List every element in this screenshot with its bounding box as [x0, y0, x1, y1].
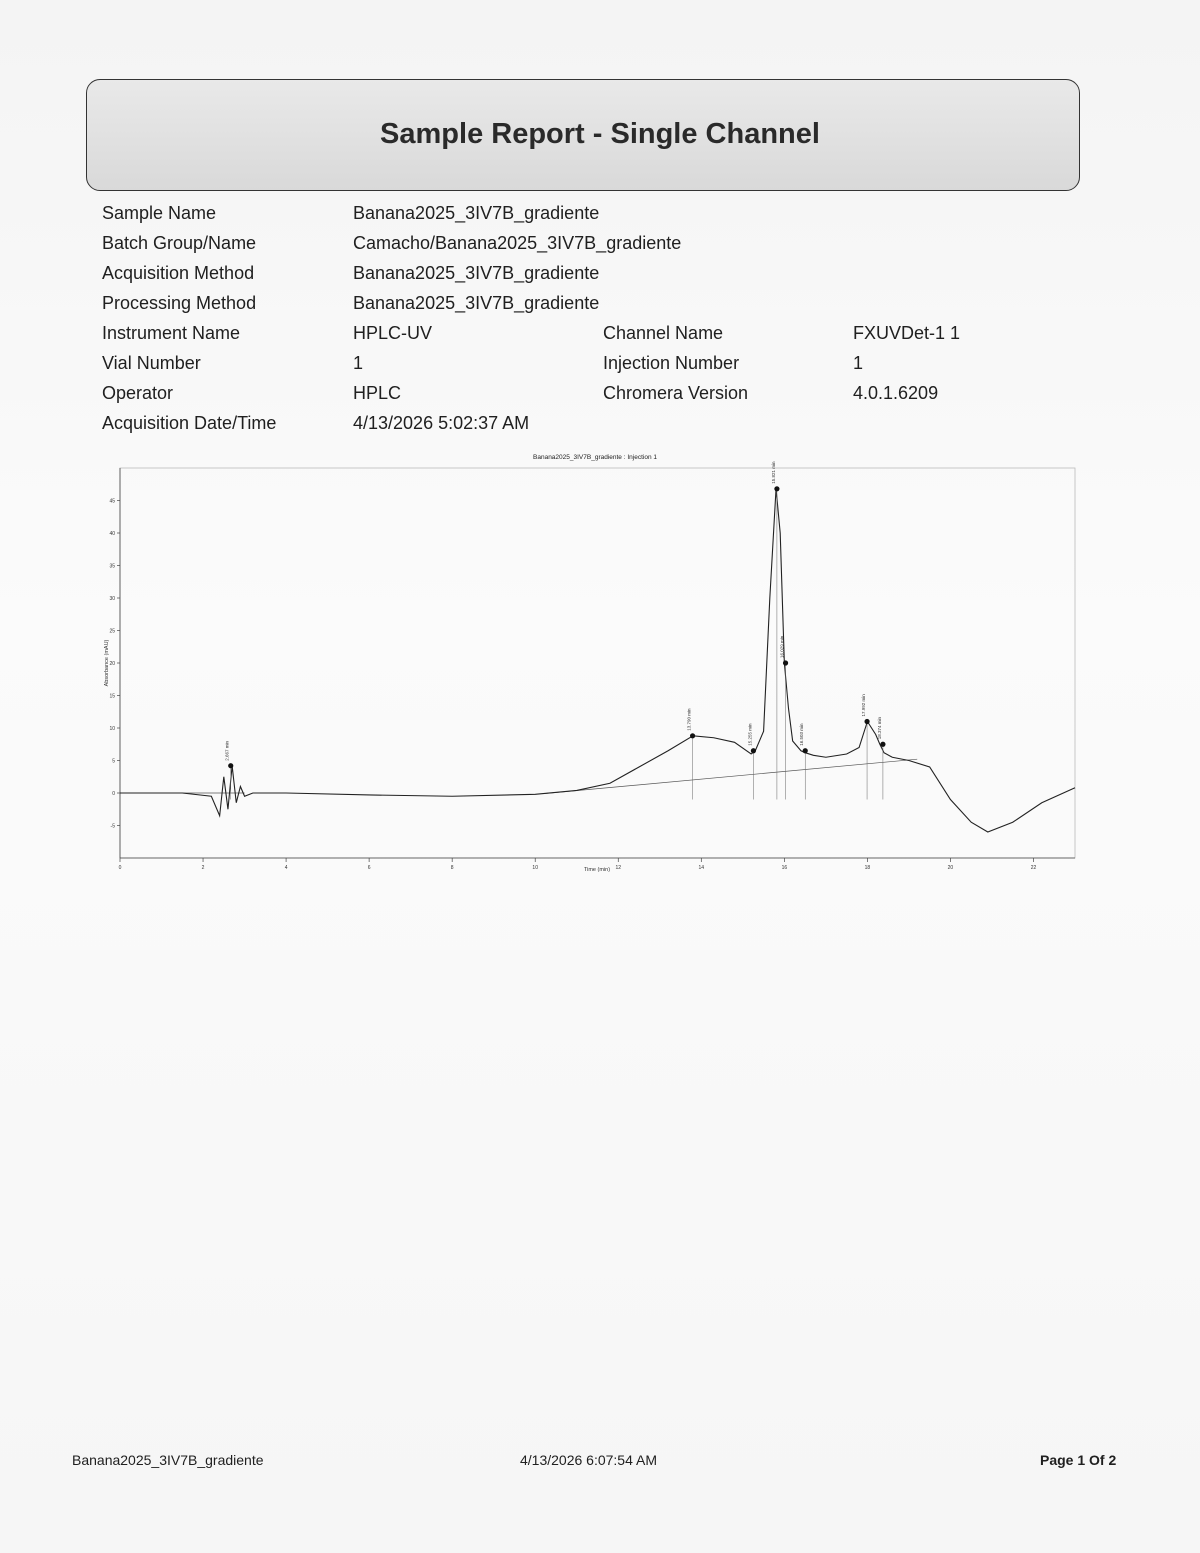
x-tick-label: 12: [615, 865, 622, 871]
processing-method-value: Banana2025_3IV7B_gradiente: [353, 293, 600, 313]
channel-label: Channel Name: [603, 323, 724, 343]
footer-sample-name: Banana2025_3IV7B_gradiente: [72, 1452, 264, 1468]
baseline-segment: [544, 759, 918, 793]
y-tick-label: -5: [110, 823, 115, 830]
y-tick-label: 10: [109, 726, 115, 732]
injection-value: 1: [853, 353, 864, 373]
sample-name-value: Banana2025_3IV7B_gradiente: [353, 203, 600, 223]
peak-apex-marker: [690, 733, 695, 738]
peak-apex-marker: [751, 748, 756, 753]
peak-rt-label: 17.992 min: [861, 694, 867, 717]
chromatogram: [100, 448, 1090, 878]
peak-apex-marker: [783, 660, 788, 665]
peak-apex-marker: [228, 763, 233, 768]
peak-rt-label: 2.667 min: [224, 740, 230, 761]
x-tick-label: 6: [367, 865, 371, 871]
peak-rt-label: 16.503 min: [799, 723, 805, 746]
chromatogram-trace: [120, 489, 1075, 832]
acquisition-method-label: Acquisition Method: [102, 263, 255, 283]
vial-value: 1: [353, 353, 364, 373]
chromera-value: 4.0.1.6209: [853, 383, 939, 403]
x-tick-label: 10: [532, 865, 538, 871]
peak-rt-label: 13.790 min: [686, 708, 692, 731]
x-tick-label: 4: [284, 865, 288, 871]
x-tick-label: 14: [698, 865, 705, 871]
footer-page-number: Page 1 Of 2: [1040, 1452, 1117, 1468]
y-axis-label: Absorbance (mAU): [104, 639, 110, 687]
x-tick-label: 18: [864, 865, 871, 871]
peak-rt-label: 18.374 min: [876, 716, 882, 740]
instrument-value: HPLC-UV: [353, 323, 433, 343]
processing-method-label: Processing Method: [102, 293, 257, 313]
peak-apex-marker: [864, 719, 869, 724]
sample-name-label: Sample Name: [102, 203, 217, 223]
axis-ticks: [109, 499, 1036, 872]
peak-apex-marker: [774, 486, 779, 491]
chromera-label: Chromera Version: [603, 383, 749, 403]
peak-apex-marker: [803, 748, 808, 753]
acquisition-method-value: Banana2025_3IV7B_gradiente: [353, 263, 600, 283]
injection-label: Injection Number: [603, 353, 740, 373]
footer-print-date: 4/13/2026 6:07:54 AM: [520, 1452, 657, 1468]
y-tick-label: 20: [109, 661, 115, 667]
y-tick-label: 15: [109, 693, 115, 700]
x-tick-label: 16: [781, 865, 788, 871]
y-tick-label: 0: [112, 791, 115, 797]
y-tick-label: 5: [112, 758, 115, 765]
peak-rt-label: 16.029 min: [779, 635, 785, 658]
chart-title: Banana2025_3IV7B_gradiente : Injection 1: [533, 454, 657, 461]
chromatogram-svg: [100, 448, 1090, 878]
acquisition-date-value: 4/13/2026 5:02:37 AM: [353, 413, 530, 433]
y-tick-label: 45: [109, 498, 115, 505]
x-tick-label: 8: [450, 865, 454, 871]
report-title: Sample Report - Single Channel: [380, 118, 820, 150]
peak-apex-marker: [880, 742, 885, 747]
x-tick-label: 2: [201, 865, 205, 871]
y-tick-label: 25: [109, 628, 115, 635]
batch-label: Batch Group/Name: [102, 233, 257, 253]
y-tick-label: 35: [109, 563, 115, 570]
peak-rt-label: 15.821 min: [770, 461, 776, 484]
x-tick-label: 20: [947, 865, 954, 871]
x-axis-label: Time (min): [583, 867, 611, 873]
y-tick-label: 40: [109, 531, 115, 537]
y-tick-label: 30: [109, 596, 115, 602]
instrument-label: Instrument Name: [102, 323, 241, 343]
plot-frame: [120, 468, 1075, 858]
x-tick-label: 0: [118, 865, 122, 871]
vial-label: Vial Number: [102, 353, 201, 373]
operator-value: HPLC: [353, 383, 402, 403]
peak-markers: [225, 461, 886, 799]
x-tick-label: 22: [1030, 865, 1037, 871]
batch-value: Camacho/Banana2025_3IV7B_gradiente: [353, 233, 682, 253]
acquisition-date-label: Acquisition Date/Time: [102, 413, 277, 433]
peak-rt-label: 15.255 min: [747, 723, 753, 746]
channel-value: FXUVDet-1 1: [853, 323, 961, 343]
operator-label: Operator: [102, 383, 174, 403]
